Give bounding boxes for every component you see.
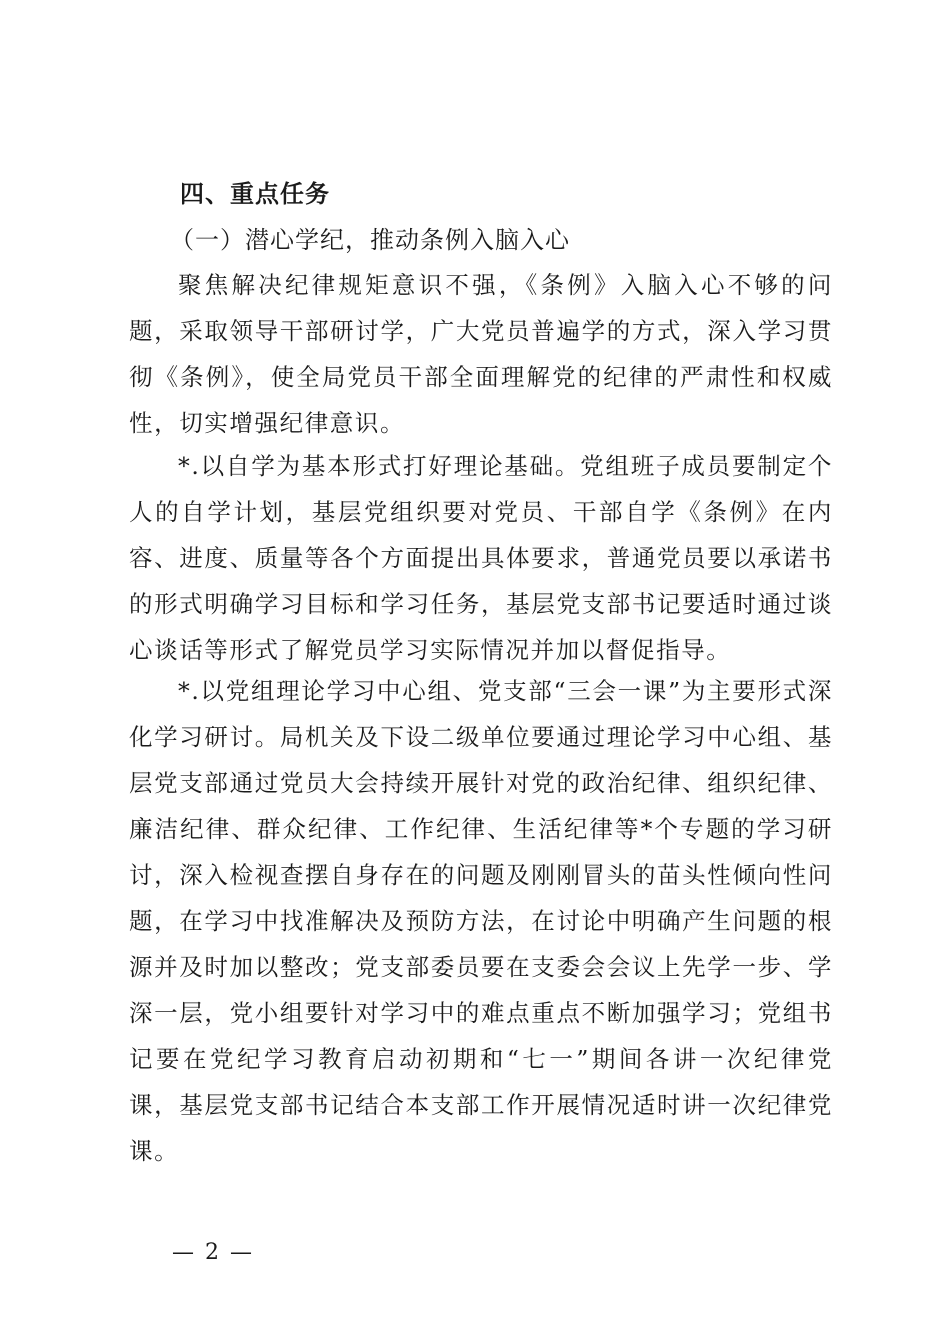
subsection-heading: （一）潜心学纪，推动条例入脑入心 (170, 226, 570, 254)
page-number: — 2 — (172, 1240, 254, 1265)
body-paragraph-3: *.以党组理论学习中心组、党支部“三会一课”为主要形式深化学习研讨。局机关及下设二级单位要通过理论学习中心组、基层党支部通过党员大会持续开展针对党的政治纪律、组织纪律、廉洁纪律、群众纪律、工作纪律、生活纪律等*个专题的学习研讨，深入检视查摆自身存在的问题及刚刚冒头的苗头性倾向性问题，在学习中找准解决及预防方法，在讨论中明确产生问题的根源并及时加以整改；党支部委员要在支委会会议上先学一步、学深一层，党小组要针对学习中的难点重点不断加强学习；党组书记要在党纪学习教育启动初期和“七一”期间各讲一次纪律党课，基层党支部书记结合本支部工作开展情况适时讲一次纪律党课。 (129, 677, 833, 1165)
section-heading: 四、重点任务 (180, 180, 330, 208)
body-paragraph-1: 聚焦解决纪律规矩意识不强，《条例》入脑入心不够的问题，采取领导干部研讨学，广大党员普遍学的方式，深入学习贯彻《条例》，使全局党员干部全面理解党的纪律的严肃性和权威性，切实增强纪律意识。 (129, 271, 833, 437)
body-paragraph-2: *.以自学为基本形式打好理论基础。党组班子成员要制定个人的自学计划，基层党组织要对党员、干部自学《条例》在内容、进度、质量等各个方面提出具体要求，普通党员要以承诺书的形式明确学习目标和学习任务，基层党支部书记要适时通过谈心谈话等形式了解党员学习实际情况并加以督促指导。 (129, 452, 833, 664)
